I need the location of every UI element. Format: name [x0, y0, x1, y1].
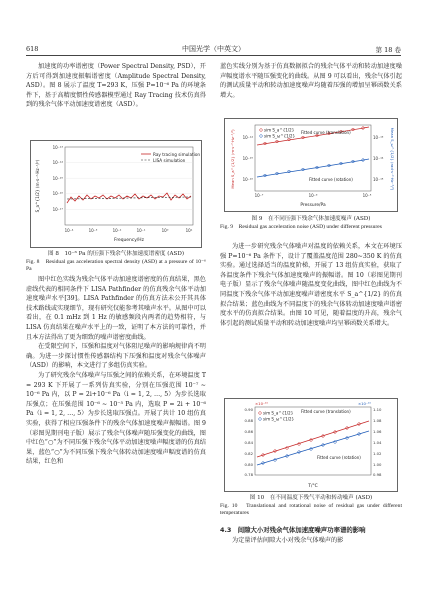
journal-title: 中国光学（中英文）: [182, 45, 245, 53]
caption-cn: 图 9 在不同压强下残余气体加速度噪声 (ASD): [251, 216, 371, 222]
fig8-ytick: 10⁻¹⁷: [52, 207, 63, 212]
fig10-ytick-right: 1.00: [373, 462, 382, 467]
figure-10-caption: [220, 495, 402, 518]
caption-cn: 图 8 10⁻⁶ Pa 的压强下残余气体加速度谱密度 (ASD): [47, 251, 185, 257]
figure-9-plot: [224, 118, 398, 212]
fig10-ytick-right: 1.06: [373, 429, 382, 434]
paragraph-text: 加速度的功率谱密度（Power Spectral Density, PSD），开方后可得到加速度振幅谱密度（Amplitude Spectral Density, ASD）。图 8 展示了温度 T=293 K，压强 P=10⁻⁶ Pa 的环境条件下，基于高精度惯性传感器模型通过 Ray Tracing 技术仿真得到的残余气体平动加速度谱密度（ASD）。: [26, 63, 206, 109]
legend-marker-w: [260, 135, 263, 138]
fig8-xlabel: Frequency/Hz: [114, 238, 144, 243]
ray-tracing-series: [67, 193, 191, 203]
right-paragraph-1: [220, 62, 402, 100]
section-heading: 4.3 间隙大小对残余气体加速度噪声功率谱的影响: [220, 526, 366, 534]
fig8-ytick: 10⁻¹⁴: [52, 160, 63, 165]
fig10-ytick-right: 1.08: [373, 418, 382, 423]
fig10-scale-right: ×10⁻¹⁵: [357, 401, 371, 406]
fig10-ytick-left: 0.82: [244, 451, 253, 456]
legend-label-a: sim S_a^{1/2}: [264, 127, 295, 133]
fig9-svg: [225, 119, 397, 211]
fig9-ytick-right: 10⁻¹³: [373, 135, 384, 140]
fig9-ylabel-right: Mean S_ω^{1/2} (rad·s⁻²·Hz⁻¹/²): [390, 127, 395, 191]
fig8-xtick: 10⁻³: [88, 228, 98, 233]
fig8-ytick: 10⁻¹³: [52, 145, 63, 150]
fig10-ytick-left: 0.84: [244, 440, 253, 445]
caption-cn: 图 10 在不同温度下残气平动和转动噪声 (ASD): [249, 495, 373, 501]
fig10-ytick-left: 0.78: [244, 472, 253, 477]
caption-en: Fig. 8 Residual gas acceleration spectral density (ASD) at a pressure of 10⁻⁶ Pa: [26, 258, 206, 273]
caption-en: Fig. 10 Translational and rotational noise of residual gas under different temperatures: [220, 502, 402, 517]
fig8-ytick: 10⁻¹⁶: [52, 191, 63, 196]
fig8-xtick: 10⁰: [161, 228, 169, 233]
fig8-ylabel: S_a^{1/2} (m·s⁻²·Hz⁻¹/²): [35, 159, 40, 213]
right-paragraph-2: [220, 242, 402, 328]
fig10-ytick-right: 1.04: [373, 440, 382, 445]
fig9-ytick-left: 10⁻¹⁵: [242, 156, 253, 161]
figure-8-plot: [30, 140, 202, 248]
fig9-ytick-left: 10⁻¹⁶: [242, 177, 253, 182]
legend-marker-a: [260, 129, 263, 132]
fig10-ytick-left: 0.90: [244, 407, 253, 412]
fig10-ytick-left: 0.80: [244, 462, 253, 467]
fig10-svg: [225, 399, 397, 491]
fig9-ylabel-left: Mean S_a^{1/2} (m·s⁻²·Hz⁻¹/²): [230, 129, 235, 189]
fig9-xtick: 10⁻⁵: [362, 193, 372, 198]
paragraph-text: 图中红色实线为残余气体平动加速度谱密度的仿真结果，黑色虚线代表的相同条件下 LISA Pathfinder 的仿真残余气体平动加速度噪声水平[39]。LISA Pathfinder 的仿真方法未公开其具体技术路线或实现细节，现有研究仅能参考其噪声水平。从图中可以看出，在 0.1 mHz 到 1 Hz 的敏感频段内两者的趋势相符，与 LISA 仿真结果在噪声水平上的一致，证明了本方法的可靠性，并且本方法得出了更为细致的噪声谱密度曲线。: [26, 276, 206, 341]
fig8-xtick: 10⁻¹: [136, 228, 146, 233]
fig10-annotation-rotation: Fitted curve (rotation): [317, 455, 361, 460]
volume-label: 第 18 卷: [375, 46, 401, 54]
fig9-xlabel: Pressure/Pa: [300, 203, 326, 208]
fig10-xlabel: T/°C: [308, 484, 318, 489]
fig10-ytick-right: 1.02: [373, 451, 382, 456]
figure-9-caption: [220, 216, 402, 231]
fig9-xtick: 10⁻⁶: [308, 193, 318, 198]
figure-10-plot: [224, 398, 398, 492]
fig8-ytick: 10⁻¹⁵: [52, 176, 63, 181]
legend-label-w: sim S_ω^{1/2}: [263, 416, 295, 422]
fig8-xtick: 10⁻⁴: [64, 228, 74, 233]
left-paragraph-1: [26, 62, 206, 110]
fig9-fit-rotation: [257, 159, 369, 177]
fig9-xtick: 10⁻⁷: [254, 193, 264, 198]
fig10-ytick-right: 1.10: [373, 407, 382, 412]
legend-label-a: sim S_a^{1/2}: [263, 410, 294, 416]
fig10-ytick-left: 0.88: [244, 418, 253, 423]
fig9-annotation-rotation: Fitted curve (rotation): [309, 177, 353, 182]
figure-8-caption: [26, 251, 206, 274]
section-4-3: [220, 526, 402, 545]
fig8-svg: [31, 141, 201, 247]
fig9-ytick-left: 10⁻¹⁴: [242, 135, 253, 140]
paragraph-text: 为进一步研究残余气体噪声对温度的依赖关系，本文在环境压强 P=10⁻⁶ Pa 条件下，设计了覆盖温度范围 280~350 K 的仿真实验。通过选择适当的温度阶梯，开展了 13 组仿真实验，获取了各温度条件下残余气体加速度噪声的振幅谱。图 10（彩图见期刊电子版）显示了残余气体噪声随温度变化曲线，图中红色曲线为不同温度下残余气体平动加速度噪声谱密度水平 S_a^{1/2} 的仿真拟合结果；蓝色曲线为不同温度下的残余气体转动加速度噪声谱密度水平的仿真拟合结果。由图 10 可见，随着温度的升高，残余气体引起的测试质量平动和转动加速度噪声均呈幂函数关系增大。: [220, 243, 402, 327]
fig9-annotation-translation: Fitted curve (translation): [301, 130, 351, 135]
page-header: [26, 44, 401, 56]
fig8-xtick: 10⁻²: [112, 228, 122, 233]
page-number: 618: [26, 45, 39, 53]
paragraph-text: 在受限空间下，压强和温度对气体阻尼噪声的影响规律尚不明确。为进一步探讨惯性传感器结构下压强和温度对残余气体噪声（ASD）的影响，本文进行了多组仿真实验。: [26, 343, 206, 370]
fig10-ytick-right: 0.98: [373, 472, 382, 477]
legend-marker-a: [259, 412, 262, 415]
legend-label-ray: Ray tracing simulation: [153, 152, 201, 157]
fig10-annotation-translation: Fitted curve (translation): [301, 409, 351, 414]
paragraph-text: 为定量评估间隙大小对残余气体噪声的影: [232, 536, 344, 544]
paragraph-text: 为了研究残余气体噪声与压强之间的依赖关系，在环境温度 T = 293 K 下开展了一系列仿真实验，分别在压强范围 10⁻⁷ ~ 10⁻⁶ Pa 内，以 P = 2i+10⁻⁶ Pa（i = 1, 2, …, 5）为步长选取压强点；在压强范围 10⁻⁶ ~ 10⁻⁵ Pa 内，选取 P = 2i + 10⁻⁶ Pa（i = 1, 2, …, 5）为步长选取压强点。开展了共计 10 组仿真实验，获得了相应压强条件下的残余气体加速度噪声振幅谱。图 9（彩图见期刊电子版）展示了残余气体噪声随压强变化的曲线，图中红色“○”为不同压强下残余气体平动加速度噪声幅度谱的仿真结果，蓝色“○”为不同压强下残余气体转动加速度噪声幅度谱的仿真结果，红色和: [26, 371, 206, 466]
fig9-ytick-right: 10⁻¹⁴: [373, 156, 384, 161]
fig9-ytick-right: 10⁻¹⁵: [373, 177, 384, 182]
legend-marker-w: [259, 418, 262, 421]
left-body: [26, 275, 206, 467]
fig10-scale-left: ×10⁻¹⁵: [255, 401, 269, 406]
fig8-xtick: 10¹: [185, 228, 193, 233]
fig10-ytick-left: 0.86: [244, 429, 253, 434]
caption-en: Fig. 9 Residual gas acceleration noise (ASD) under different pressures: [220, 223, 382, 230]
paragraph-text: 蓝色实线分别为基于仿真数据拟合的残余气体平动和转动加速度噪声幅度谱水平随压强变化的曲线。从图 9 可以看出，残余气体引起的测试质量平动和转动加速度噪声均随着压强的增加呈幂函数关系增大。: [220, 63, 402, 99]
legend-label-lisa: LISA simulation: [153, 158, 186, 163]
legend-label-w: sim S_ω^{1/2}: [264, 133, 296, 139]
